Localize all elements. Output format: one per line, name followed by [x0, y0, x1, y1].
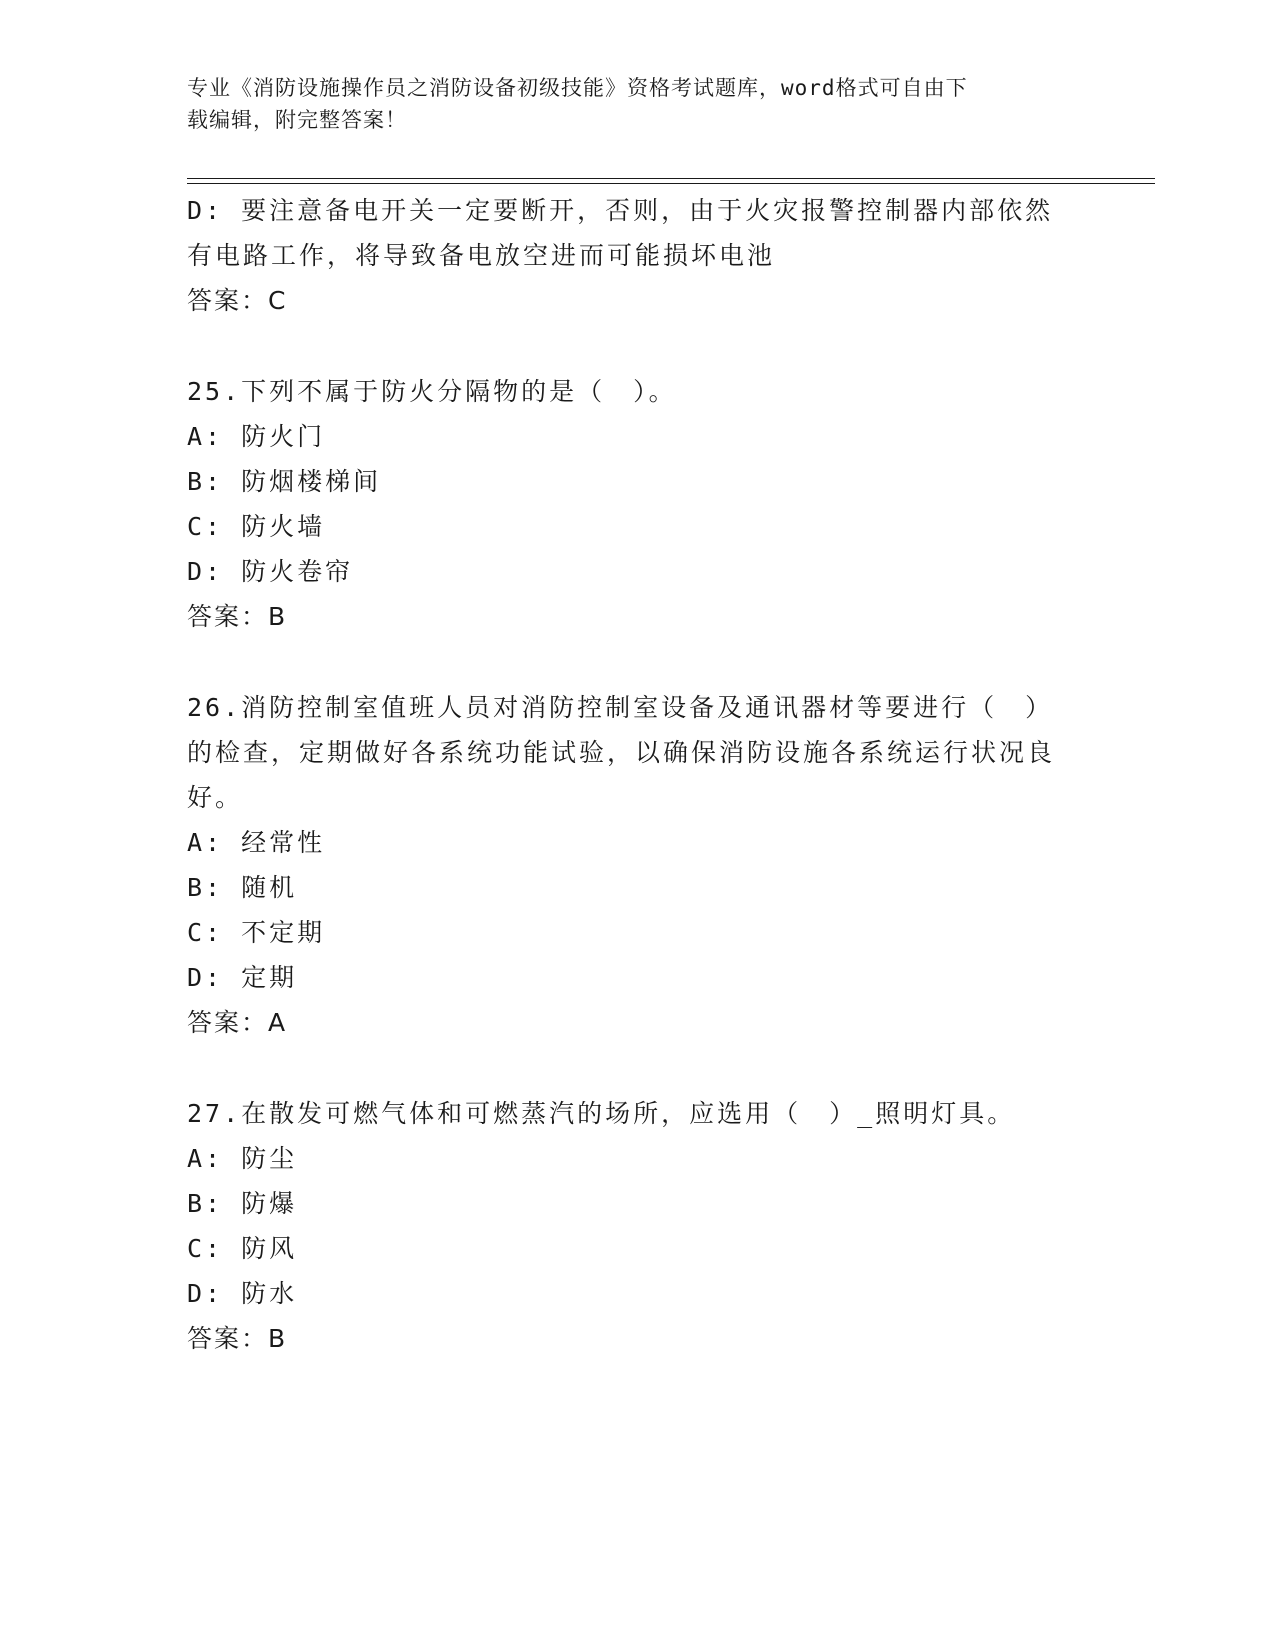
option-c: C: 防火墙	[187, 512, 326, 541]
option-d-line-1: D: 要注意备电开关一定要断开，否则，由于火灾报警控制器内部依然	[187, 196, 1054, 225]
option-c: C: 不定期	[187, 918, 326, 947]
option-d: D: 防火卷帘	[187, 557, 354, 586]
option-d: D: 防水	[187, 1279, 298, 1308]
question-27	[187, 1091, 1087, 1361]
option-b: B: 防烟楼梯间	[187, 467, 382, 496]
spacer	[187, 323, 1087, 369]
question-26	[187, 685, 1087, 1045]
header-divider-bottom	[187, 183, 1155, 184]
header-line-1: 专业《消防设施操作员之消防设备初级技能》资格考试题库，word格式可自由下	[187, 76, 968, 100]
document-header	[187, 72, 1067, 136]
option-a: A: 防尘	[187, 1144, 298, 1173]
question-list	[187, 188, 1087, 1361]
header-line-2: 载编辑，附完整答案！	[187, 108, 407, 132]
option-c: C: 防风	[187, 1234, 298, 1263]
question-25	[187, 369, 1087, 639]
option-d-line-2: 有电路工作，将导致备电放空进而可能损坏电池	[187, 241, 776, 270]
option-a: A: 防火门	[187, 422, 326, 451]
option-b: B: 防爆	[187, 1189, 298, 1218]
answer-line: 答案：C	[187, 286, 288, 315]
question-stem: 26.消防控制室值班人员对消防控制室设备及通讯器材等要进行（ ）的检查，定期做好各系统功能试验，以确保消防设施各系统运行状况良好。	[187, 693, 1056, 812]
option-b: B: 随机	[187, 873, 298, 902]
question-stem: 25.下列不属于防火分隔物的是（ ）。	[187, 377, 677, 406]
header-divider-top	[187, 178, 1155, 179]
option-a: A: 经常性	[187, 828, 326, 857]
answer-line: 答案：A	[187, 1008, 288, 1037]
spacer	[187, 639, 1087, 685]
answer-line: 答案：B	[187, 602, 288, 631]
spacer	[187, 1045, 1087, 1091]
answer-line: 答案：B	[187, 1324, 288, 1353]
continued-question	[187, 188, 1087, 323]
question-stem: 27.在散发可燃气体和可燃蒸汽的场所，应选用（ ）_照明灯具。	[187, 1099, 1016, 1128]
option-d: D: 定期	[187, 963, 298, 992]
